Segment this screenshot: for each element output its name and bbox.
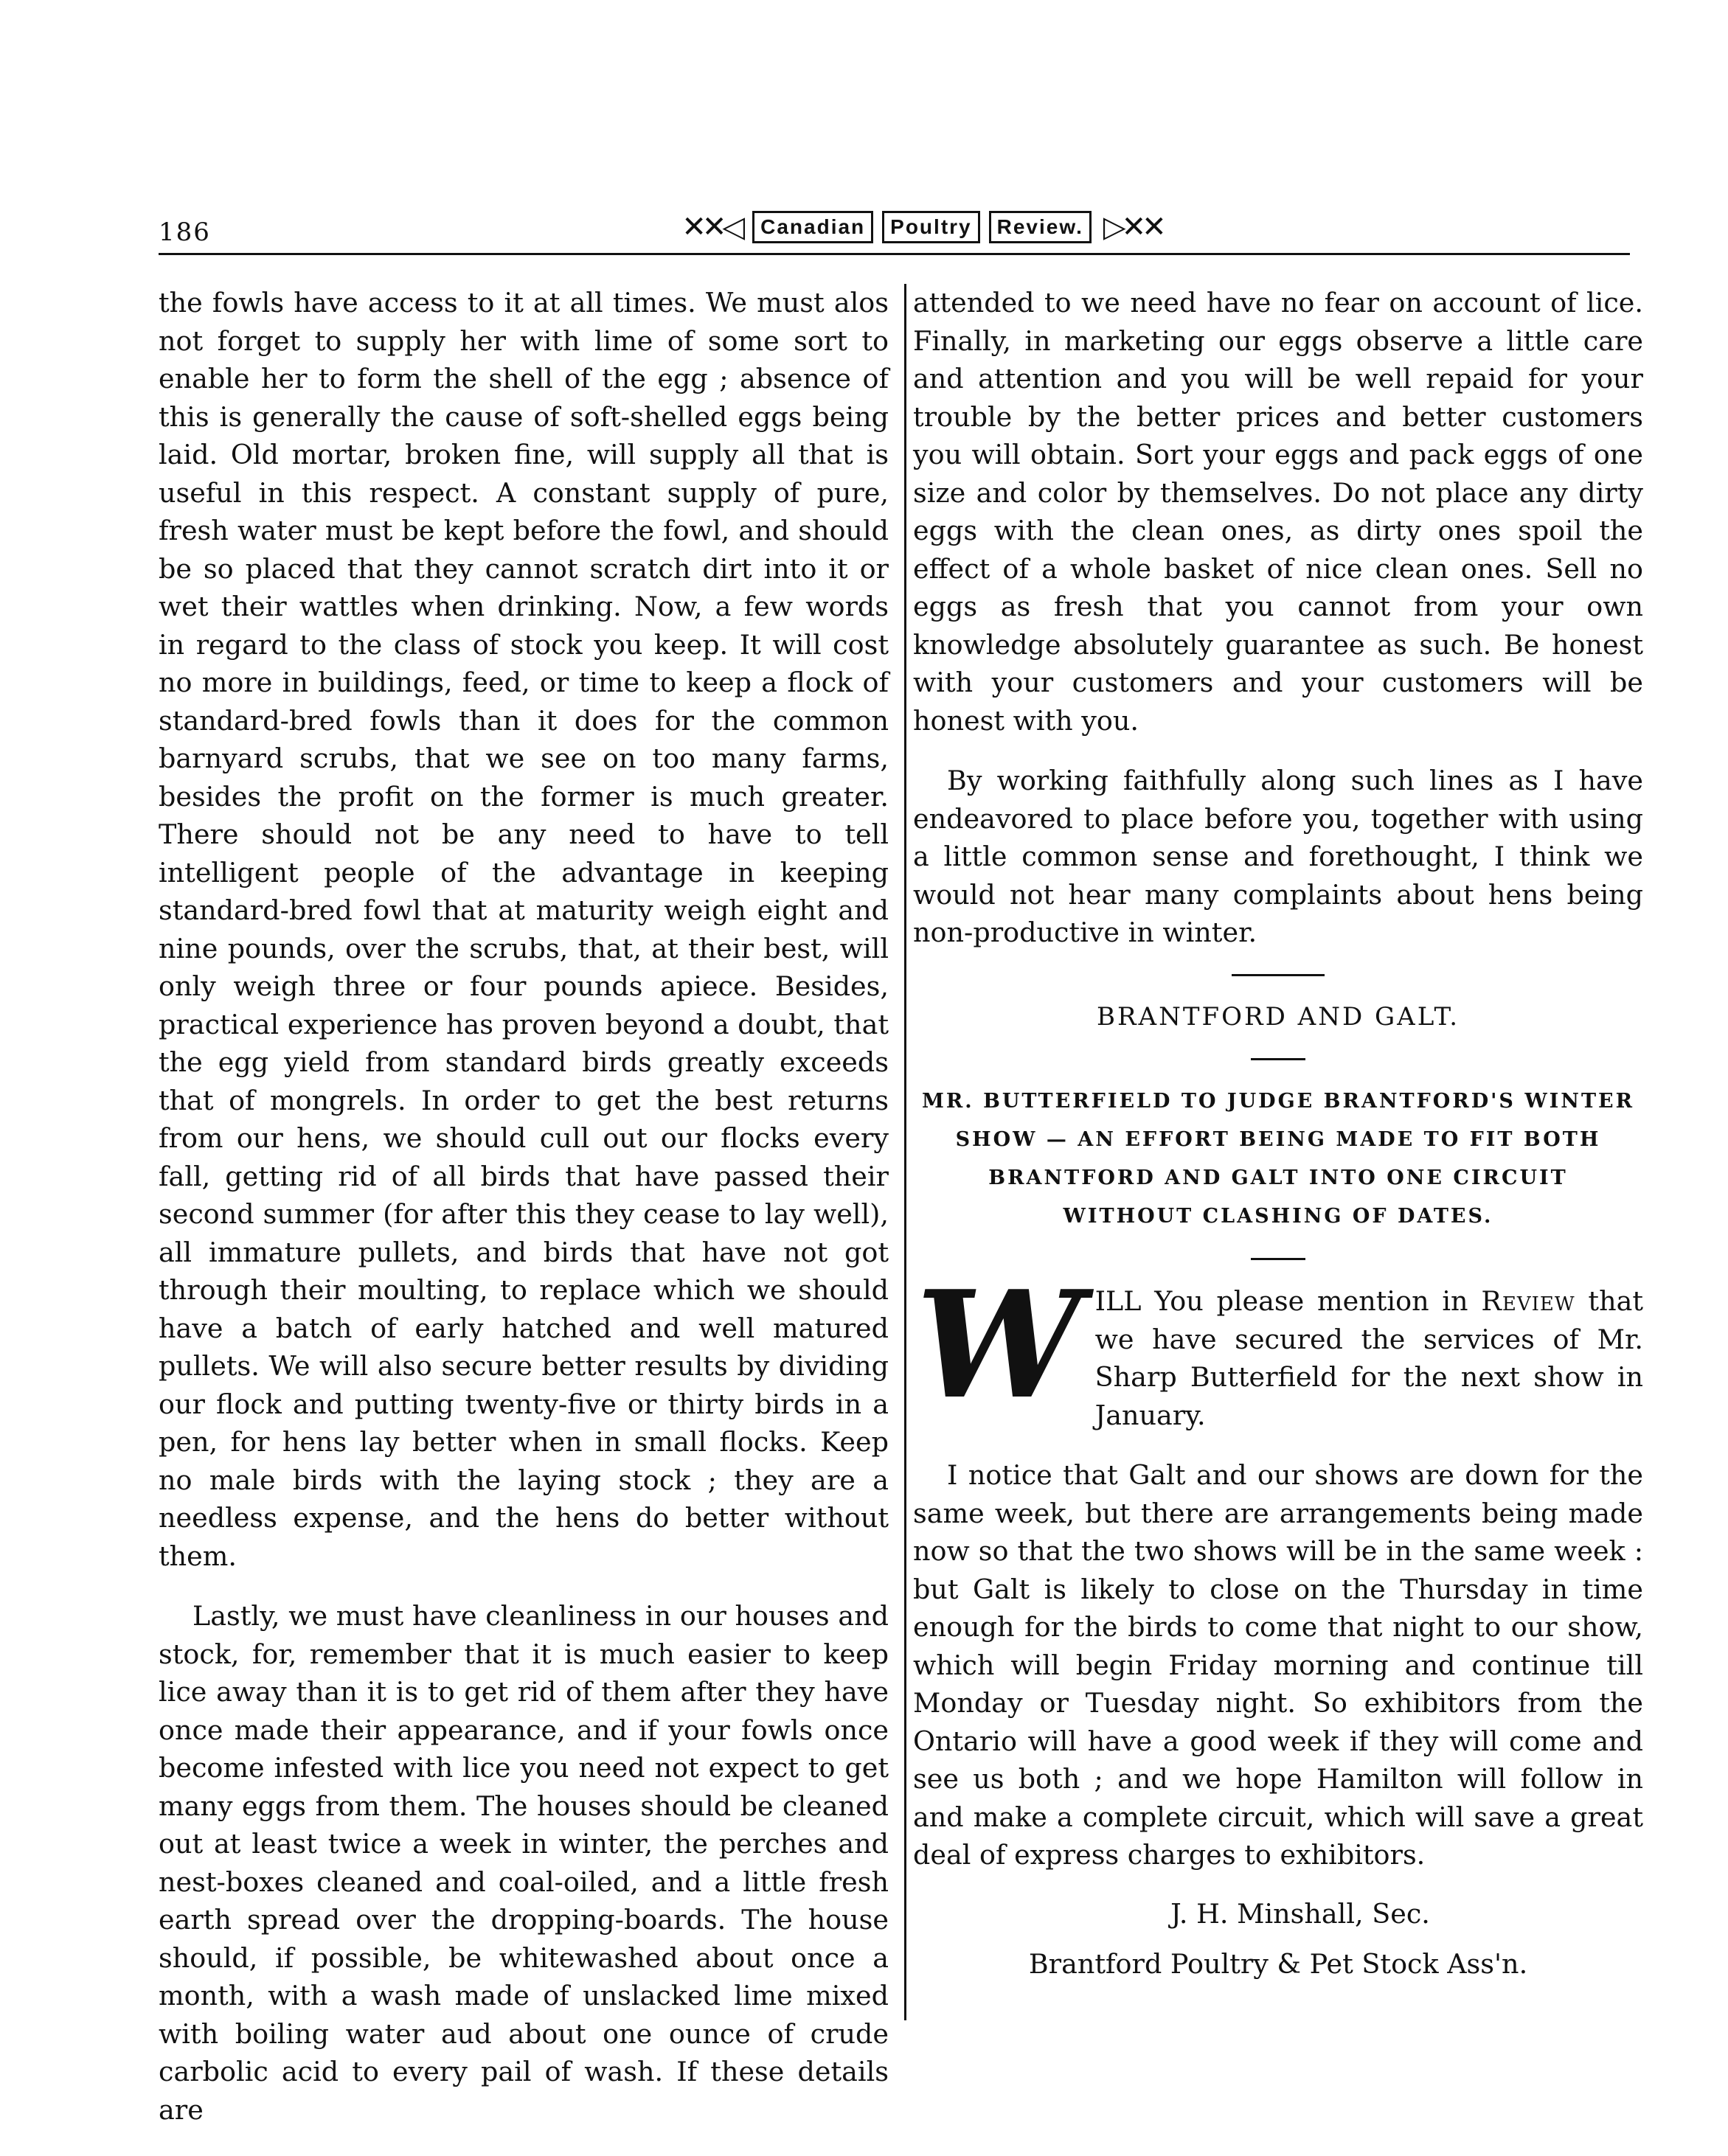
right-column [913, 284, 1643, 1989]
article-paragraph: attended to we need have no fear on account of lice. Finally, in marketing our eggs observe a little care and attention and you will be well repaid for your trouble by the better prices and better customers you will obtain. Sort your eggs and pack eggs of one size and color by themselves. Do not place any dirty eggs with the clean ones, as dirty ones spoil the effect of a whole basket of nice clean ones. Sell no eggs as fresh that you cannot from your own knowledge absolutely guarantee as such. Be honest with your customers and your customers will be honest with you. [913, 287, 1643, 737]
section-rule [1251, 1058, 1305, 1060]
ornament-left-icon: ✕✕◁ [681, 211, 741, 243]
column-divider [904, 284, 906, 2020]
drop-cap: W [916, 1259, 1082, 1432]
ornament-right-icon: ▷✕✕ [1103, 211, 1162, 243]
article-paragraph: the fowls have access to it at all times. We must alos not forget to supply her with lime of some sort to enable her to form the shell of the egg ; absence of this is generally the cause of soft-shelled eggs being laid. Old mortar, broken fine, will supply all that is useful in this respect. A constant supply of pure, fresh water must be kept before the fowl, and should be so placed that they cannot scratch dirt into it or wet their wattles when drinking. Now, a few words in regard to the class of stock you keep. It will cost no more in buildings, feed, or time to keep a flock of standard-bred fowls than it does for the common barnyard scrubs, that we see on too many farms, besides the profit on the former is much greater. There should not be any need to have to tell intelligent people of the advantage in keeping standard-bred fowl that at maturity weigh eight and nine pounds, over the scrubs, that, at their best, will only weigh three or four pounds apiece. Besides, practical experience has proven beyond a doubt, that the egg yield from standard birds greatly exceeds that of mongrels. In order to get the best returns from our hens, we should cull out our flocks every fall, getting rid of all birds that have passed their second summer (for after this they cease to lay well), all immature pullets, and birds that have not got through their moulting, to replace which we should have a batch of early hatched and well matured pullets. We will also secure better results by dividing our flock and putting twenty-five or thirty birds in a pen, for hens lay better when in small flocks. Keep no male birds with the laying stock ; they are a needless expense, and the hens do better without them. [159, 287, 889, 1572]
section-rule [1232, 974, 1325, 976]
letter-paragraph: I notice that Galt and our shows are down for the same week, but there are arrangements being made now so that the two shows will be in the same week : but Galt is likely to close on the Thursday in time enough for the birds to come that night to our show, which will begin Friday morning and continue till Monday or Tuesday night. So exhibitors from the Ontario will have a good week if they will come and see us both ; and we hope Hamilton will follow in and make a complete circuit, which will save a great deal of express charges to exhibitors. [913, 1459, 1643, 1871]
page-header [159, 203, 1630, 254]
article-subheadline: MR. BUTTERFIELD TO JUDGE BRANTFORD'S WINTER SHOW — AN EFFORT BEING MADE TO FIT BOTH BRANTFORD AND GALT INTO ONE CIRCUIT WITHOUT CLASHING OF DATES. [921, 1090, 1635, 1228]
letter-text: that we have secured the services of Mr. Sharp Butterfield for the next show in January. [1094, 1285, 1644, 1431]
masthead-word-canadian [752, 211, 873, 243]
masthead [627, 203, 1217, 251]
masthead-word-text: Review. [989, 211, 1092, 243]
masthead-word-review [989, 211, 1092, 243]
section-rule [1251, 1258, 1305, 1260]
masthead-word-text: Poultry [882, 211, 979, 243]
article-paragraph: Lastly, we must have cleanliness in our houses and stock, for, remember that it is much easier to keep lice away than it is to get rid of them after they have once made their appearance, and if your fowls once become infested with lice you need not expect to get many eggs from them. The houses should be cleaned out at least twice a week in winter, the perches and nest-boxes cleaned and coal-oiled, and a little fresh earth spread over the dropping-boards. The house should, if possible, be whitewashed about once a month, with a wash made of unslacked lime mixed with boiling water aud about one ounce of crude carbolic acid to every pail of wash. If these details are [159, 1600, 889, 2126]
letter-paragraph [913, 1259, 1644, 1434]
signature-organization: Brantford Poultry & Pet Stock Ass'n. [1028, 1947, 1528, 1980]
left-column [159, 284, 889, 2129]
masthead-word-poultry [882, 211, 979, 243]
signature-name: J. H. Minshall, Sec. [1170, 1897, 1430, 1930]
signature-block [913, 1889, 1643, 1989]
letter-text: ILL You please mention in [1094, 1285, 1468, 1317]
article-paragraph: By working faithfully along such lines as I have endeavored to place before you, together with using a little common sense and forethought, I think we would not hear many complaints about hens being non-productive in winter. [913, 765, 1643, 948]
article-headline: BRANTFORD AND GALT. [1096, 1001, 1460, 1032]
masthead-word-text: Canadian [752, 211, 873, 243]
header-rule [159, 253, 1630, 255]
page-number: 186 [159, 218, 211, 247]
review-reference: Review [1481, 1285, 1575, 1317]
